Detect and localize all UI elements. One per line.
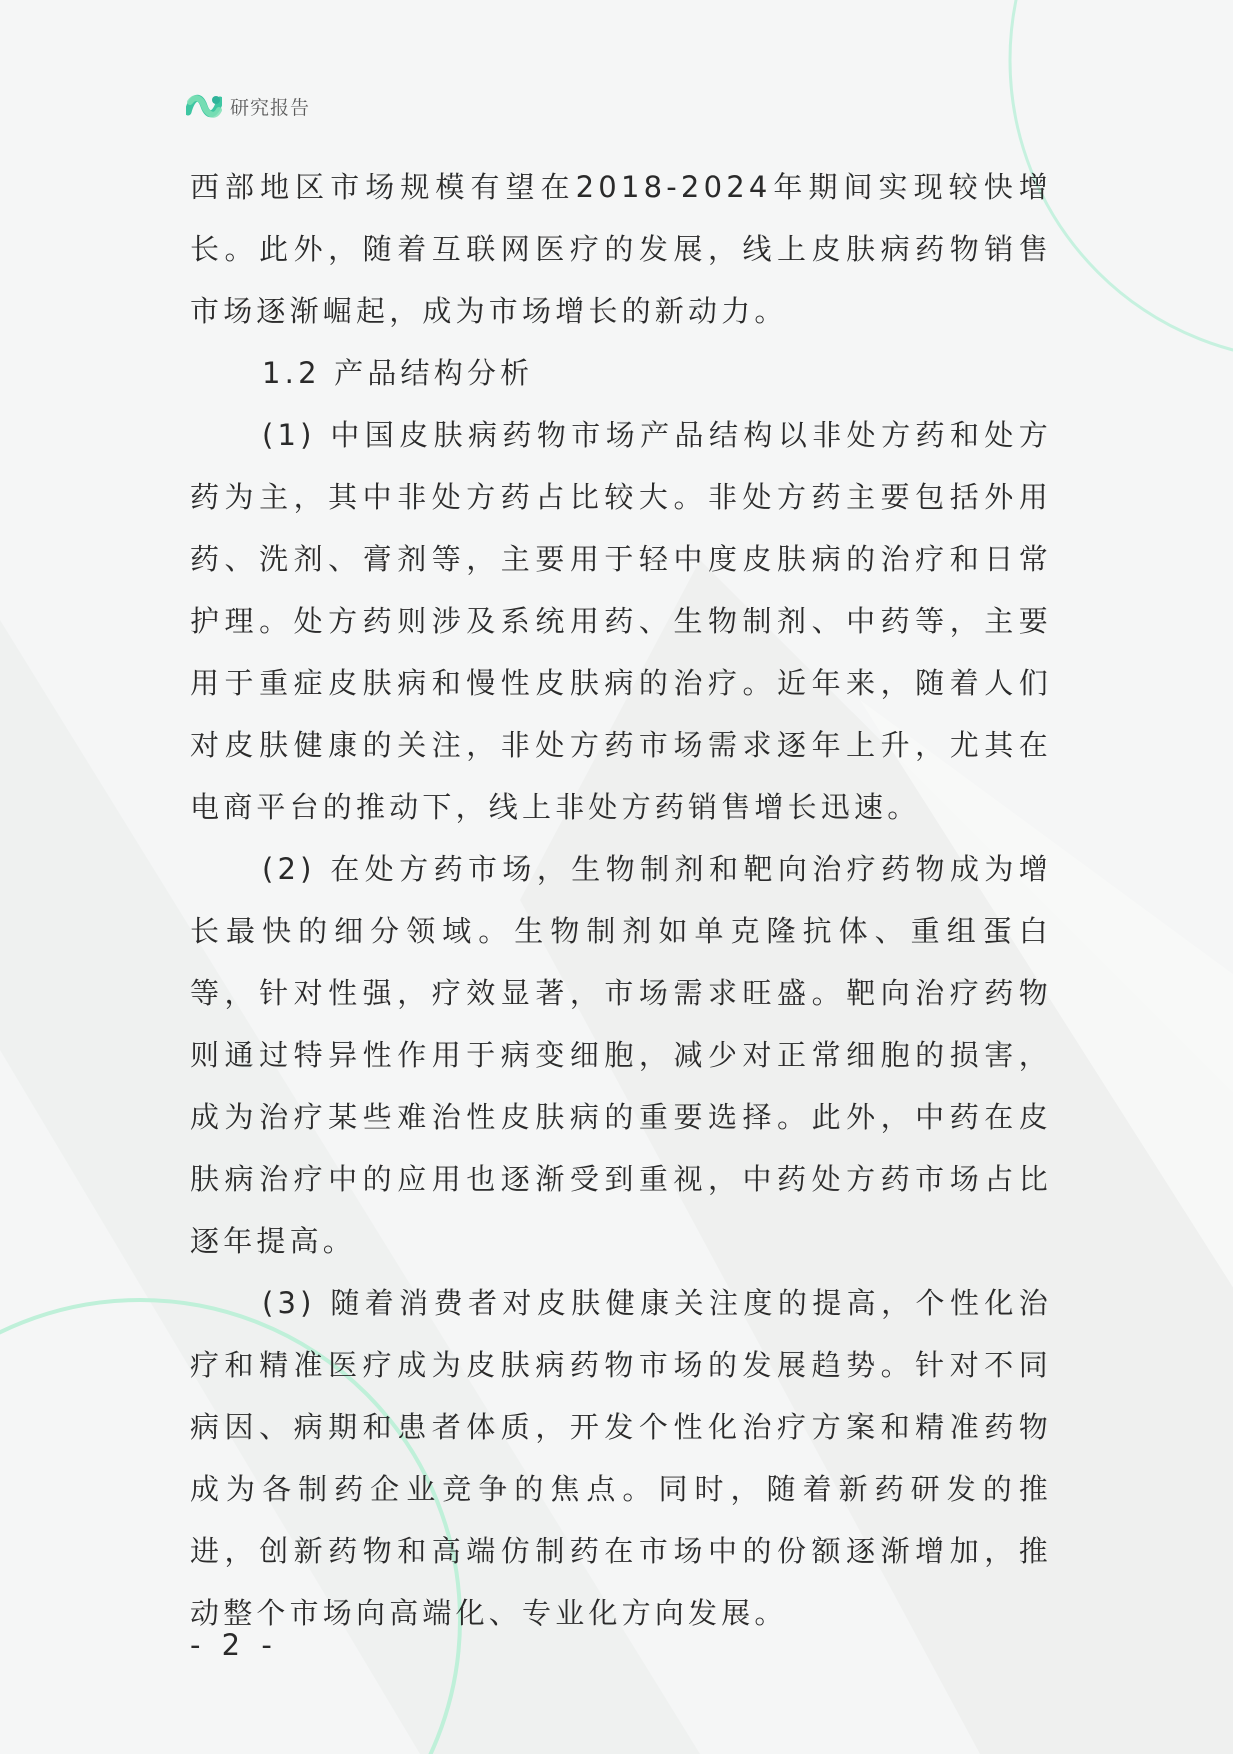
body-text (190, 156, 1052, 1644)
report-logo-icon (186, 90, 222, 122)
paragraph-1: (1) 中国皮肤病药物市场产品结构以非处方药和处方药为主，其中非处方药占比较大。非处方药主要包括外用药、洗剂、膏剂等，主要用于轻中度皮肤病的治疗和日常护理。处方药则涉及系统用药、生物制剂、中药等，主要用于重症皮肤病和慢性皮肤病的治疗。近年来，随着人们对皮肤健康的关注，非处方药市场需求逐年上升，尤其在电商平台的推动下，线上非处方药销售增长迅速。 (190, 418, 1052, 824)
section-heading: 1.2 产品结构分析 (262, 356, 534, 390)
paragraph-3: (3) 随着消费者对皮肤健康关注度的提高，个性化治疗和精准医疗成为皮肤病药物市场的发展趋势。针对不同病因、病期和患者体质，开发个性化治疗方案和精准药物成为各制药企业竞争的焦点。同时，随着新药研发的推进，创新药物和高端仿制药在市场中的份额逐渐增加，推动整个市场向高端化、专业化方向发展。 (190, 1286, 1052, 1630)
header-title: 研究报告 (230, 96, 311, 119)
paragraph-2: (2) 在处方药市场，生物制剂和靶向治疗药物成为增长最快的细分领域。生物制剂如单克隆抗体、重组蛋白等，针对性强，疗效显著，市场需求旺盛。靶向治疗药物则通过特异性作用于病变细胞，减少对正常细胞的损害，成为治疗某些难治性皮肤病的重要选择。此外，中药在皮肤病治疗中的应用也逐渐受到重视，中药处方药市场占比逐年提高。 (190, 852, 1052, 1258)
page-number: - 2 - (190, 1628, 278, 1662)
page-edge (1233, 0, 1241, 1754)
paragraph-intro: 西部地区市场规模有望在2018-2024年期间实现较快增长。此外，随着互联网医疗的发展，线上皮肤病药物销售市场逐渐崛起，成为市场增长的新动力。 (190, 170, 1052, 328)
report-header (186, 88, 310, 124)
